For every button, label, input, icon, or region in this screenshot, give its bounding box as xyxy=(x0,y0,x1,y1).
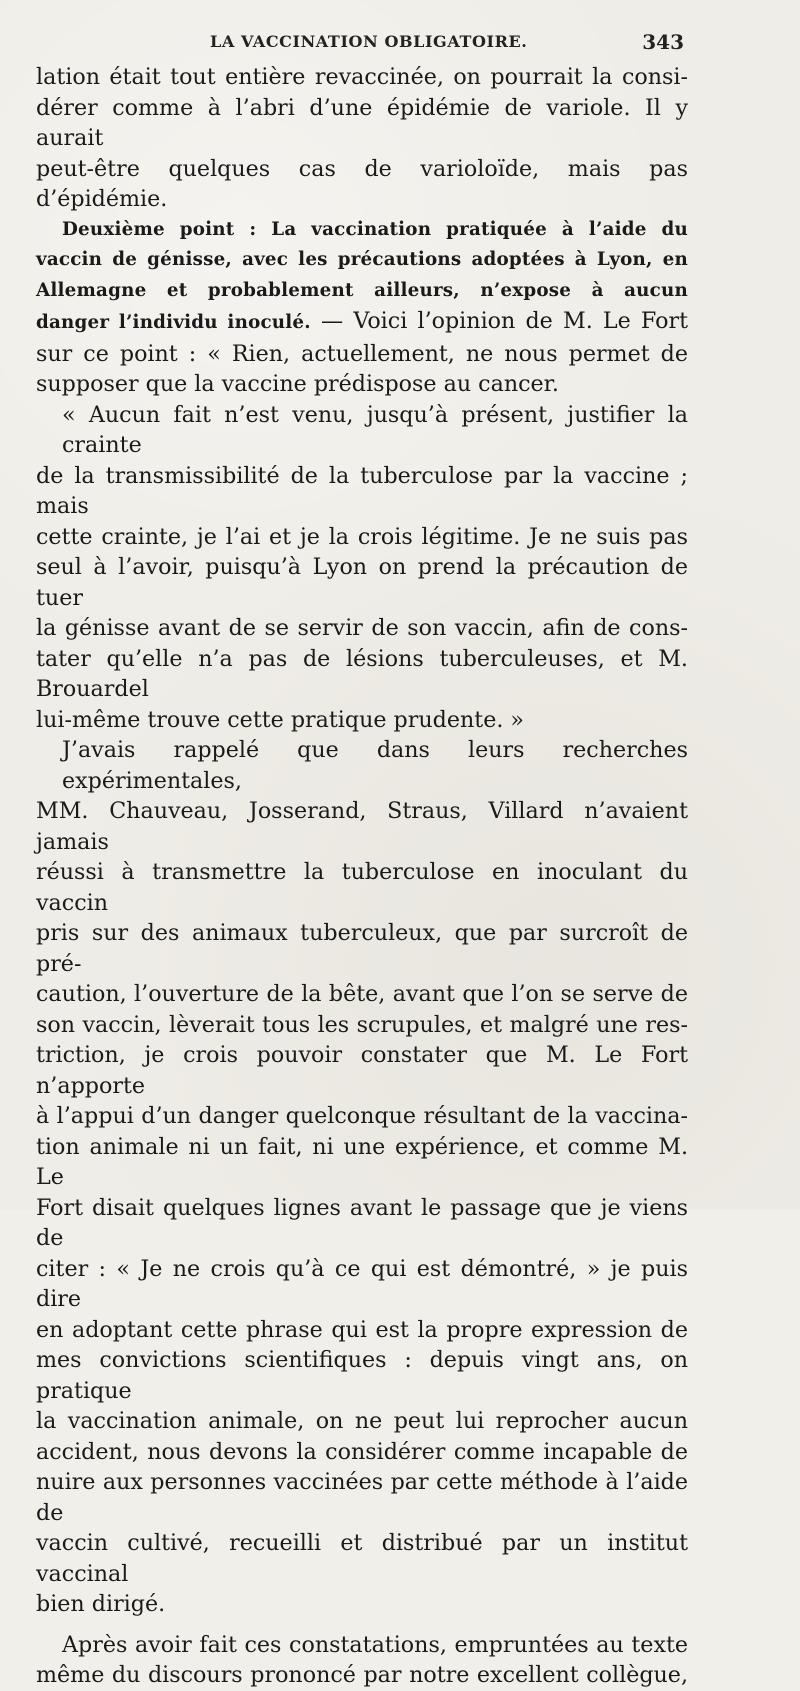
text-line: « Aucun fait n’est venu, jusqu’à présent, justifier la crainte xyxy=(62,401,688,458)
text-line: vaccin cultivé, recueilli et distribué par un institut vaccinal xyxy=(36,1530,688,1587)
running-title: LA VACCINATION OBLIGATOIRE. xyxy=(210,32,528,51)
text-line: tion animale ni un fait, ni une expérience, et comme M. Le xyxy=(36,1133,688,1190)
text-line: en adoptant cette phrase qui est la propre expression de xyxy=(36,1316,688,1343)
text-fragment: — Voici l’opinion de M. Le Fort xyxy=(310,308,688,334)
text-line: lation était tout entière revaccinée, on pourrait la consi- xyxy=(36,64,688,90)
bold-heading-line: Deuxième point : La vaccination pratiquée à l’aide du xyxy=(62,218,688,240)
text-line: sur ce point : « Rien, actuellement, ne nous permet de xyxy=(36,340,688,367)
text-line: tater qu’elle n’a pas de lésions tuberculeuses, et M. Brouardel xyxy=(36,645,688,702)
text-line: de la transmissibilité de la tuberculose par la vaccine ; mais xyxy=(36,462,688,519)
text-line: caution, l’ouverture de la bête, avant que l’on se serve de xyxy=(36,981,688,1007)
bold-heading-line: Allemagne et probablement ailleurs, n’expose à aucun xyxy=(36,279,688,301)
text-line: à l’appui d’un danger quelconque résultant de la vaccina- xyxy=(36,1103,688,1129)
text-line: même du discours prononcé par notre excellent collègue, xyxy=(36,1662,688,1688)
page-text xyxy=(36,62,688,1691)
text-line: Après avoir fait ces constatations, empruntées au texte xyxy=(62,1631,688,1658)
text-line: MM. Chauveau, Josserand, Straus, Villard n’avaient jamais xyxy=(36,798,688,855)
text-line: accident, nous devons la considérer comme incapable de xyxy=(36,1438,688,1465)
text-line: nuire aux personnes vaccinées par cette méthode à l’aide de xyxy=(36,1469,688,1526)
bold-heading-line: vaccin de génisse, avec les précautions adoptées à Lyon, en xyxy=(36,249,688,270)
text-line: réussi à transmettre la tuberculose en inoculant du vaccin xyxy=(36,859,688,916)
page-number: 343 xyxy=(642,30,684,54)
text-line: la vaccination animale, on ne peut lui reprocher aucun xyxy=(36,1408,688,1434)
text-line: seul à l’avoir, puisqu’à Lyon on prend la précaution de tuer xyxy=(36,554,688,611)
text-line: supposer que la vaccine prédispose au cancer. xyxy=(36,371,559,397)
text-line: cette crainte, je l’ai et je la crois légitime. Je ne suis pas xyxy=(36,523,688,550)
text-line: lui-même trouve cette pratique prudente. » xyxy=(36,706,525,733)
text-line: triction, je crois pouvoir constater que M. Le Fort n’apporte xyxy=(36,1042,688,1099)
text-line: son vaccin, lèverait tous les scrupules, et malgré une res- xyxy=(36,1011,688,1038)
text-line: dérer comme à l’abri d’une épidémie de variole. Il y aurait xyxy=(36,94,688,151)
text-line: pris sur des animaux tuberculeux, que par surcroît de pré- xyxy=(36,920,688,977)
text-line: bien dirigé. xyxy=(36,1591,166,1617)
text-line: citer : « Je ne crois qu’à ce qui est démontré, » je puis dire xyxy=(36,1255,688,1312)
bold-heading-fragment: danger l’individu inoculé. xyxy=(36,312,311,333)
paragraph-gap xyxy=(36,1620,688,1630)
text-line: la génisse avant de se servir de son vaccin, afin de cons- xyxy=(36,615,688,641)
text-line: J’avais rappelé que dans leurs recherches expérimentales, xyxy=(62,737,688,794)
text-line: Fort disait quelques lignes avant le passage que je viens de xyxy=(36,1194,688,1251)
text-line: peut-être quelques cas de varioloïde, mais pas d’épidémie. xyxy=(36,155,688,212)
text-line: mes convictions scientifiques : depuis vingt ans, on pratique xyxy=(36,1347,688,1404)
mixed-line xyxy=(36,306,688,339)
